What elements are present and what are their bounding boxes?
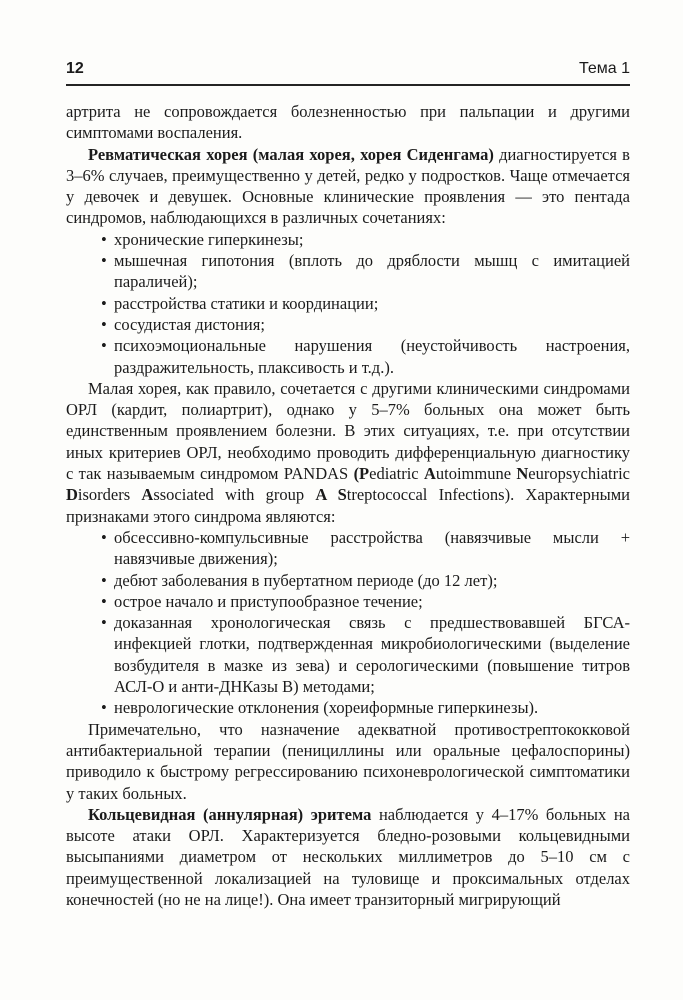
text: доказанная хронологическая связь с предшествовавшей БГСА-инфекцией глотки, подтвержденная микробиологическими (выделение возбудителя в мазке из зева) и серологическими (повышение титров АСЛ-О и анти-ДНКазы В) методами; xyxy=(114,613,630,697)
bold-text: A xyxy=(423,464,436,484)
bullet-item xyxy=(114,229,630,250)
bold-text: Ревматическая хорея (малая хорея, хорея Сиденгама) xyxy=(88,144,494,164)
bullet-list xyxy=(66,527,630,719)
text: обсессивно-компульсивные расстройства (навязчивые мысли + навязчивые движения); xyxy=(114,527,630,569)
bullet-item xyxy=(114,697,630,718)
text: ssociated with group xyxy=(153,485,316,505)
text: острое начало и приступообразное течение; xyxy=(114,591,423,611)
bullet-item xyxy=(114,570,630,591)
page-body xyxy=(66,101,630,910)
paragraph xyxy=(66,804,630,910)
bold-text: A S xyxy=(315,485,347,505)
bullet-item xyxy=(114,335,630,378)
bullet-item xyxy=(114,612,630,697)
text: хронические гиперкинезы; xyxy=(114,229,304,249)
bullet-item xyxy=(114,250,630,293)
paragraph xyxy=(66,378,630,527)
text: isorders xyxy=(77,485,142,505)
paragraph xyxy=(66,719,630,804)
header-rule xyxy=(66,84,630,86)
text: treptococcal Infections). Характерными признаками этого синдрома являются: xyxy=(66,485,631,526)
running-header xyxy=(66,60,630,78)
text: наблюдается у 4–17% больных на высоте атаки ОРЛ. Характеризуется бледно-розовыми кольцевидными высыпаниями диаметром от нескольких миллиметров до 5–10 см с преимущественной локализацией на туловище и проксимальных отделах конечностей (но не на лице!). Она имеет транзиторный мигрирующий xyxy=(66,804,630,909)
text: расстройства статики и координации; xyxy=(114,293,379,313)
bullet-item xyxy=(114,591,630,612)
text: дебют заболевания в пубертатном периоде (до 12 лет); xyxy=(114,570,498,590)
text: сосудистая дистония; xyxy=(114,314,265,334)
chapter-label: Тема 1 xyxy=(578,60,630,77)
bullet-list xyxy=(66,229,630,378)
text: Примечательно, что назначение адекватной противострептококковой антибактериальной терапии (пенициллины или оральные цефалоспорины) приводило к быстрому регрессированию психоневрологической симптоматики у таких больных. xyxy=(66,719,630,803)
text: ediatric xyxy=(369,464,424,484)
text: артрита не сопровождается болезненностью при пальпации и другими симптомами воспаления. xyxy=(66,102,630,143)
text: психоэмоциональные нарушения (неустойчивость настроения, раздражительность, плаксивость и т.д.). xyxy=(114,336,630,377)
bold-text: A xyxy=(141,485,154,505)
paragraph xyxy=(66,101,630,144)
text: диагностируется в 3–6% случаев, преимущественно у детей, редко у подростков. Чаще отмечается у девочек и девушек. Основные клинические проявления — это пентада синдромов, наблюдающихся в различных сочетаниях: xyxy=(66,144,630,228)
bold-text: (P xyxy=(353,464,370,484)
bold-text: Кольцевидная (аннулярная) эритема xyxy=(88,804,372,824)
text: Малая хорея, как правило, сочетается с другими клиническими синдромами ОРЛ (кардит, полиартрит), однако у 5–7% больных она может быть единственным проявлением болезни. В этих ситуациях, т.е. при отсутствии иных критериев ОРЛ, необходимо проводить дифференциальную диагностику с так называемым синдромом PANDAS xyxy=(66,378,630,484)
bold-text: N xyxy=(516,464,529,484)
bullet-item xyxy=(114,314,630,335)
bold-text: D xyxy=(66,485,78,505)
text: utoimmune xyxy=(435,464,517,484)
page-number: 12 xyxy=(66,60,84,77)
text: мышечная гипотония (вплоть до дряблости мышц с имитацией параличей); xyxy=(114,251,630,292)
bullet-item xyxy=(114,293,630,314)
text: europsychiatric xyxy=(528,464,631,484)
bullet-item xyxy=(114,527,630,570)
paragraph xyxy=(66,144,630,229)
text: неврологические отклонения (хореиформные гиперкинезы). xyxy=(114,698,539,718)
